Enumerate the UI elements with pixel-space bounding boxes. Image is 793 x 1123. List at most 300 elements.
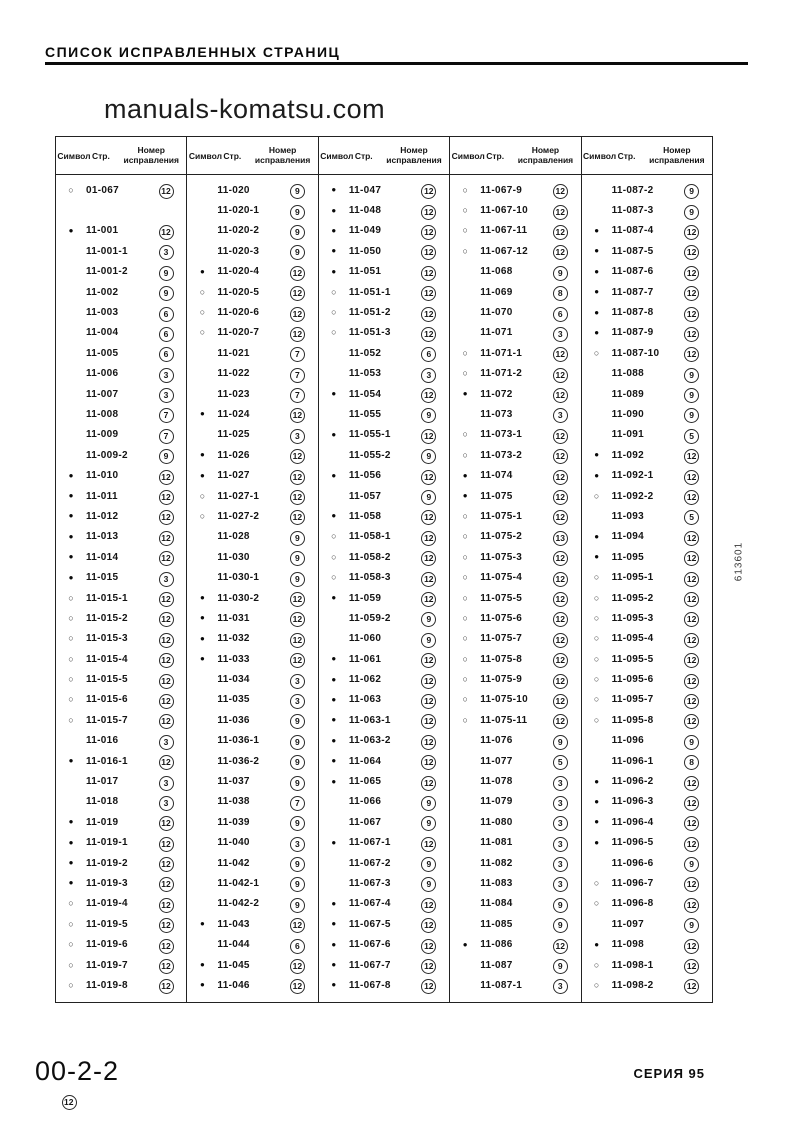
table-row [56, 833, 186, 853]
filled-circle-symbol: ● [331, 266, 337, 276]
row-revision-badge: 9 [290, 735, 305, 750]
row-page-number: 11-035 [217, 694, 250, 706]
row-revision-badge: 3 [553, 979, 568, 994]
table-row [187, 914, 317, 934]
table-row [319, 527, 449, 547]
row-revision-badge: 12 [553, 388, 568, 403]
title-rule [45, 62, 748, 65]
row-revision-cell [281, 793, 313, 811]
table-row [450, 262, 580, 282]
row-revision-badge: 12 [159, 531, 174, 546]
row-page-number: 11-026 [217, 449, 250, 461]
row-revision-cell [544, 813, 576, 831]
open-circle-symbol: ○ [593, 653, 600, 664]
row-revision-badge: 12 [553, 184, 568, 199]
row-revision-cell [413, 487, 445, 505]
row-revision-badge: 7 [290, 347, 305, 362]
row-revision-badge: 12 [421, 714, 436, 729]
filled-circle-symbol: ● [462, 389, 468, 399]
row-revision-badge: 9 [421, 449, 436, 464]
table-row [187, 445, 317, 465]
row-revision-badge: 12 [421, 979, 436, 994]
row-revision-badge: 12 [684, 572, 699, 587]
table-column-5 [582, 137, 712, 1002]
row-page-number: 11-030 [217, 551, 250, 563]
filled-circle-symbol: ● [331, 185, 337, 195]
row-page-number: 11-092-1 [611, 470, 654, 482]
table-row [319, 180, 449, 200]
table-row [450, 710, 580, 730]
row-revision-cell [544, 324, 576, 342]
open-circle-symbol: ○ [593, 347, 600, 358]
row-page-number: 11-024 [217, 408, 250, 420]
table-row [319, 731, 449, 751]
table-row [582, 384, 712, 404]
table-row [319, 934, 449, 954]
row-revision-cell [676, 630, 708, 648]
row-revision-badge: 12 [684, 225, 699, 240]
row-page-number: 11-053 [348, 368, 382, 380]
header-revision-label: Номер исправления [517, 144, 574, 165]
row-revision-cell [413, 242, 445, 260]
row-revision-cell [281, 650, 313, 668]
row-page-number: 11-087-7 [611, 286, 654, 298]
table-row [450, 506, 580, 526]
table-row [187, 404, 317, 424]
filled-circle-symbol: ● [594, 837, 600, 847]
table-row [187, 771, 317, 791]
row-revision-cell [281, 324, 313, 342]
row-page-number: 11-090 [611, 408, 645, 420]
row-revision-cell [281, 283, 313, 301]
row-revision-cell [676, 732, 708, 750]
row-revision-cell [281, 630, 313, 648]
table-row [187, 527, 317, 547]
row-revision-cell [150, 446, 182, 464]
row-revision-cell [544, 202, 576, 220]
table-row [582, 731, 712, 751]
row-page-number: 11-052 [348, 347, 382, 359]
table-row [582, 853, 712, 873]
column-header [56, 137, 186, 175]
row-revision-badge: 12 [684, 327, 699, 342]
table-row [187, 506, 317, 526]
row-page-number: 11-032 [217, 633, 250, 645]
row-page-number: 11-087-3 [611, 205, 654, 217]
table-row [319, 567, 449, 587]
row-revision-badge: 12 [159, 837, 174, 852]
open-circle-symbol: ○ [462, 714, 468, 725]
table-row [582, 690, 712, 710]
header-revision-label: Номер исправления [386, 144, 442, 165]
footer-revision-value: 12 [62, 1095, 77, 1110]
row-revision-cell [544, 711, 576, 729]
table-row [319, 649, 449, 669]
row-revision-badge: 3 [159, 796, 174, 811]
row-revision-cell [676, 507, 708, 525]
header-page-label: Стр. [486, 150, 505, 161]
row-revision-badge: 12 [290, 490, 305, 505]
table-row [319, 404, 449, 424]
row-revision-cell [413, 895, 445, 913]
row-revision-cell [676, 202, 708, 220]
row-page-number: 11-095-3 [611, 612, 654, 624]
row-page-number: 11-075-8 [480, 653, 523, 665]
table-row [187, 323, 317, 343]
row-page-number: 11-084 [480, 898, 513, 910]
row-revision-cell [544, 671, 576, 689]
row-page-number: 11-016-1 [86, 755, 128, 767]
row-revision-cell [544, 895, 576, 913]
filled-circle-symbol: ● [68, 470, 74, 480]
table-row [187, 180, 317, 200]
table-row [56, 914, 186, 934]
row-revision-cell [150, 976, 182, 994]
table-row [582, 812, 712, 832]
row-revision-badge: 5 [553, 755, 568, 770]
filled-circle-symbol: ● [331, 776, 337, 786]
row-revision-cell [544, 773, 576, 791]
row-page-number: 11-042 [217, 857, 250, 869]
row-revision-badge: 12 [684, 776, 699, 791]
table-row [319, 323, 449, 343]
table-row [319, 547, 449, 567]
row-revision-badge: 12 [684, 816, 699, 831]
footer-revision-badge [62, 1092, 77, 1110]
table-row [56, 506, 186, 526]
row-revision-cell [544, 181, 576, 199]
open-circle-symbol: ○ [462, 572, 468, 583]
row-revision-cell [281, 487, 313, 505]
row-page-number: 11-055-2 [348, 449, 391, 461]
table-row [582, 241, 712, 261]
row-page-number: 11-043 [217, 918, 250, 930]
row-page-number: 11-057 [348, 490, 382, 502]
table-row [319, 833, 449, 853]
table-row [56, 486, 186, 506]
filled-circle-symbol: ● [331, 756, 337, 766]
open-circle-symbol: ○ [593, 898, 600, 909]
row-revision-badge: 3 [159, 388, 174, 403]
table-row [187, 547, 317, 567]
row-page-number: 11-082 [480, 857, 513, 869]
open-circle-symbol: ○ [593, 979, 600, 990]
table-row [582, 975, 712, 995]
row-revision-cell [150, 609, 182, 627]
row-revision-cell [544, 426, 576, 444]
row-revision-badge: 3 [159, 572, 174, 587]
row-page-number: 11-010 [86, 470, 119, 482]
row-revision-cell [413, 263, 445, 281]
table-row [319, 506, 449, 526]
row-revision-badge: 12 [159, 918, 174, 933]
row-revision-cell [544, 263, 576, 281]
row-revision-badge: 9 [684, 735, 699, 750]
row-page-number: 11-087-1 [480, 979, 523, 991]
table-row [56, 364, 186, 384]
row-revision-cell [150, 813, 182, 831]
row-revision-cell [676, 405, 708, 423]
row-revision-cell [281, 609, 313, 627]
row-page-number: 11-076 [480, 735, 513, 747]
row-page-number: 11-079 [480, 796, 513, 808]
header-symbol-label: Символ [57, 150, 91, 161]
row-revision-cell [281, 773, 313, 791]
table-row [187, 302, 317, 322]
header-symbol-label: Символ [188, 150, 222, 161]
open-circle-symbol: ○ [593, 633, 600, 644]
table-row [582, 282, 712, 302]
table-row [450, 221, 580, 241]
table-row [582, 669, 712, 689]
row-page-number: 11-007 [86, 388, 119, 400]
table-row [582, 710, 712, 730]
row-revision-badge: 8 [684, 755, 699, 770]
row-page-number: 11-087-9 [611, 327, 654, 339]
row-page-number: 11-067-8 [348, 979, 391, 991]
row-revision-cell [281, 344, 313, 362]
row-revision-cell [281, 976, 313, 994]
filled-circle-symbol: ● [331, 898, 337, 908]
row-revision-badge: 12 [421, 266, 436, 281]
row-page-number: 11-098 [611, 939, 645, 951]
row-revision-badge: 12 [421, 327, 436, 342]
row-revision-cell [544, 487, 576, 505]
row-page-number: 11-096-2 [611, 776, 654, 788]
row-revision-badge: 12 [159, 755, 174, 770]
row-page-number: 11-095 [611, 551, 645, 563]
row-page-number: 11-075-5 [480, 592, 523, 604]
row-revision-badge: 12 [553, 490, 568, 505]
table-row [56, 812, 186, 832]
row-page-number: 11-042-1 [217, 877, 260, 889]
row-revision-badge: 12 [553, 572, 568, 587]
row-revision-cell [281, 365, 313, 383]
row-page-number: 11-019-8 [86, 979, 128, 991]
row-revision-cell [413, 344, 445, 362]
row-revision-badge: 12 [290, 307, 305, 322]
row-revision-cell [281, 854, 313, 872]
row-revision-badge: 9 [684, 857, 699, 872]
row-revision-badge: 12 [684, 633, 699, 648]
open-circle-symbol: ○ [462, 449, 468, 460]
row-revision-cell [281, 181, 313, 199]
row-page-number: 11-061 [348, 653, 382, 665]
row-page-number: 11-019-7 [86, 959, 128, 971]
row-page-number: 11-095-5 [611, 653, 654, 665]
row-revision-badge: 12 [290, 979, 305, 994]
row-page-number: 11-017 [86, 776, 119, 788]
filled-circle-symbol: ● [594, 470, 600, 480]
table-row [56, 629, 186, 649]
row-revision-cell [413, 365, 445, 383]
row-revision-badge: 12 [159, 470, 174, 485]
table-row [582, 486, 712, 506]
row-revision-badge: 6 [421, 347, 436, 362]
row-revision-cell [413, 507, 445, 525]
row-revision-cell [676, 752, 708, 770]
row-revision-badge: 12 [159, 653, 174, 668]
table-row [582, 833, 712, 853]
table-row [56, 241, 186, 261]
table-row [319, 812, 449, 832]
row-revision-badge: 12 [684, 245, 699, 260]
row-revision-badge: 12 [684, 347, 699, 362]
watermark-text: manuals-komatsu.com [104, 94, 386, 124]
row-page-number: 11-067-7 [348, 959, 391, 971]
table-row [582, 180, 712, 200]
row-page-number: 11-098-2 [611, 979, 654, 991]
row-revision-badge: 9 [421, 633, 436, 648]
filled-circle-symbol: ● [331, 429, 337, 439]
row-revision-badge: 12 [159, 857, 174, 872]
row-revision-badge: 12 [553, 449, 568, 464]
open-circle-symbol: ○ [462, 429, 468, 440]
table-row [319, 710, 449, 730]
row-revision-cell [281, 263, 313, 281]
row-revision-cell [150, 181, 182, 199]
row-page-number: 11-096-8 [611, 898, 654, 910]
row-revision-cell [676, 385, 708, 403]
filled-circle-symbol: ● [331, 246, 337, 256]
row-page-number: 11-031 [217, 612, 250, 624]
row-page-number: 11-095-1 [611, 572, 654, 584]
open-circle-symbol: ○ [199, 286, 206, 297]
row-revision-cell [413, 773, 445, 791]
filled-circle-symbol: ● [199, 409, 205, 419]
row-page-number: 11-087-6 [611, 266, 654, 278]
row-revision-cell [544, 854, 576, 872]
row-revision-cell [544, 528, 576, 546]
row-page-number: 11-067-11 [480, 225, 528, 237]
row-revision-badge: 9 [290, 898, 305, 913]
row-page-number: 11-078 [480, 776, 513, 788]
row-revision-cell [150, 732, 182, 750]
row-revision-badge: 12 [159, 939, 174, 954]
row-revision-badge: 12 [553, 470, 568, 485]
table-row [56, 649, 186, 669]
row-page-number: 11-071 [480, 327, 513, 339]
row-revision-badge: 12 [290, 266, 305, 281]
row-revision-badge: 6 [290, 939, 305, 954]
row-page-number: 11-039 [217, 816, 250, 828]
row-revision-badge: 3 [553, 327, 568, 342]
row-revision-badge: 12 [159, 898, 174, 913]
row-revision-cell [281, 956, 313, 974]
row-revision-cell [281, 569, 313, 587]
table-row [450, 853, 580, 873]
table-row [319, 241, 449, 261]
table-row [450, 669, 580, 689]
open-circle-symbol: ○ [593, 877, 600, 888]
row-page-number: 11-067-6 [348, 939, 391, 951]
row-revision-badge: 9 [684, 184, 699, 199]
table-row [187, 486, 317, 506]
table-row [582, 934, 712, 954]
row-page-number: 11-095-4 [611, 633, 654, 645]
row-revision-cell [150, 405, 182, 423]
row-revision-cell [544, 405, 576, 423]
row-revision-cell [413, 569, 445, 587]
row-page-number: 11-063 [348, 694, 382, 706]
row-revision-badge: 3 [290, 674, 305, 689]
filled-circle-symbol: ● [331, 205, 337, 215]
row-revision-cell [281, 752, 313, 770]
column-header [582, 137, 712, 175]
row-page-number: 11-022 [217, 368, 250, 380]
row-revision-cell [676, 426, 708, 444]
row-revision-cell [676, 528, 708, 546]
row-page-number: 11-030-1 [217, 572, 260, 584]
row-page-number: 11-067-5 [348, 918, 391, 930]
row-revision-badge: 9 [290, 531, 305, 546]
footer-page-number: 00-2-2 [35, 1056, 120, 1086]
row-page-number: 11-058-3 [348, 572, 391, 584]
row-page-number: 11-075-11 [480, 714, 528, 726]
row-page-number: 11-051-3 [348, 327, 391, 339]
row-page-number: 11-028 [217, 531, 250, 543]
row-page-number: 11-074 [480, 470, 513, 482]
row-revision-badge: 12 [553, 510, 568, 525]
header-page-label: Стр. [223, 150, 242, 161]
row-revision-cell [544, 793, 576, 811]
row-page-number: 11-075-10 [480, 694, 528, 706]
row-revision-badge: 3 [159, 735, 174, 750]
row-revision-badge: 12 [684, 694, 699, 709]
table-row [56, 465, 186, 485]
row-revision-badge: 3 [421, 368, 436, 383]
row-page-number: 11-055-1 [348, 429, 391, 441]
open-circle-symbol: ○ [68, 694, 74, 705]
row-revision-badge: 9 [290, 572, 305, 587]
row-page-number: 11-096-5 [611, 837, 654, 849]
open-circle-symbol: ○ [199, 327, 206, 338]
row-page-number: 11-087-5 [611, 245, 654, 257]
row-page-number: 11-073-2 [480, 449, 523, 461]
table-row [582, 567, 712, 587]
row-page-number: 11-096-1 [611, 755, 654, 767]
row-revision-badge: 12 [421, 918, 436, 933]
table-row [187, 282, 317, 302]
table-row [187, 833, 317, 853]
row-page-number: 11-080 [480, 816, 513, 828]
row-revision-cell [281, 202, 313, 220]
row-revision-badge: 12 [553, 939, 568, 954]
table-row [319, 629, 449, 649]
row-revision-badge: 12 [159, 674, 174, 689]
row-page-number: 11-065 [348, 776, 382, 788]
row-page-number: 11-087-8 [611, 307, 654, 319]
table-row [187, 934, 317, 954]
row-page-number: 11-020 [217, 184, 250, 196]
filled-circle-symbol: ● [68, 511, 74, 521]
row-page-number: 11-002 [86, 286, 119, 298]
row-page-number: 11-067-2 [348, 857, 391, 869]
table-column-4 [450, 137, 581, 1002]
row-revision-cell [676, 976, 708, 994]
row-revision-cell [676, 671, 708, 689]
row-revision-badge: 12 [290, 286, 305, 301]
row-page-number: 11-020-4 [217, 266, 260, 278]
row-page-number: 11-027-1 [217, 490, 260, 502]
open-circle-symbol: ○ [462, 205, 468, 216]
table-row [450, 425, 580, 445]
header-page-label: Стр. [92, 150, 110, 161]
row-page-number: 11-014 [86, 551, 119, 563]
row-page-number: 11-075-9 [480, 674, 523, 686]
row-page-number: 11-087-4 [611, 225, 654, 237]
row-page-number: 11-015 [86, 572, 119, 584]
